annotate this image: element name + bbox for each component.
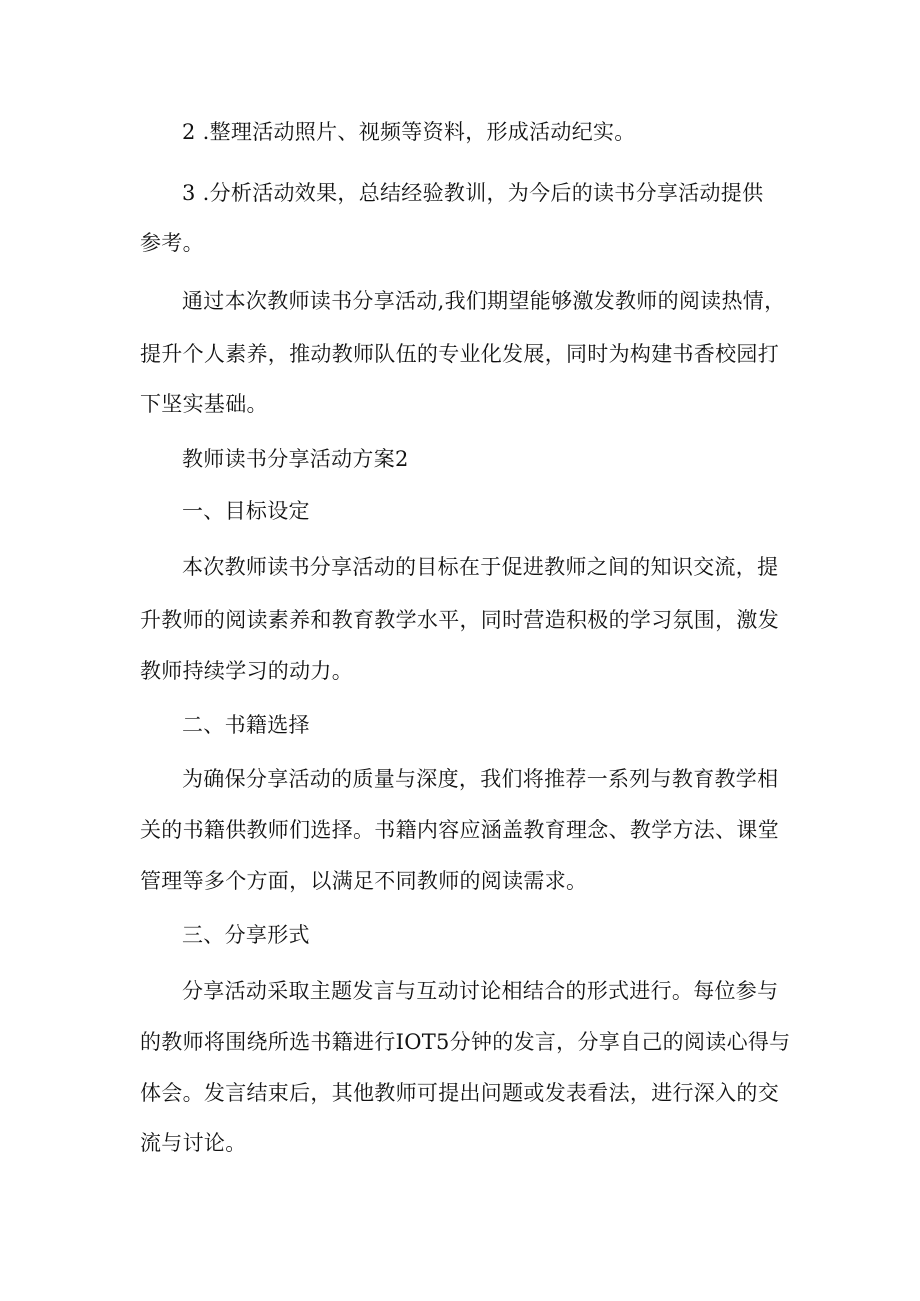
list-item-3: 3 .分析活动效果，总结经验教训，为今后的读书分享活动提供	[182, 181, 764, 205]
paragraph-line: 本次教师读书分享活动的目标在于促进教师之间的知识交流，提	[182, 555, 779, 579]
section-heading-2: 二、书籍选择	[182, 713, 310, 737]
paragraph-line: 体会。发言结束后，其他教师可提出问题或发表看法，进行深入的交	[140, 1081, 779, 1105]
section-heading-1: 一、目标设定	[182, 499, 310, 523]
paragraph-line: 下坚实基础。	[140, 392, 268, 416]
paragraph-line: 流与讨论。	[140, 1131, 247, 1155]
paragraph-line: 升教师的阅读素养和教育教学水平，同时营造积极的学习氛围，激发	[140, 608, 779, 632]
paragraph-line: 为确保分享活动的质量与深度，我们将推荐一系列与教育教学相	[182, 767, 779, 791]
paragraph-line: 参考。	[140, 231, 204, 255]
paragraph-line: 分享活动采取主题发言与互动讨论相结合的形式进行。每位参与	[182, 979, 779, 1003]
section-heading-3: 三、分享形式	[182, 923, 310, 947]
paragraph-line: 关的书籍供教师们选择。书籍内容应涵盖教育理念、教学方法、课堂	[140, 818, 779, 842]
paragraph-line: 教师持续学习的动力。	[140, 659, 353, 683]
section-title: 教师读书分享活动方案2	[182, 447, 409, 471]
paragraph-line: 管理等多个方面，以满足不同教师的阅读需求。	[140, 869, 588, 893]
paragraph-line: 通过本次教师读书分享活动,我们期望能够激发教师的阅读热情，	[182, 289, 786, 313]
paragraph-line: 提升个人素养，推动教师队伍的专业化发展，同时为构建书香校园打	[140, 342, 779, 366]
list-item-2: 2 .整理活动照片、视频等资料，形成活动纪实。	[182, 120, 636, 144]
paragraph-line: 的教师将围绕所选书籍进行IOT5分钟的发言，分享自己的阅读心得与	[140, 1030, 791, 1054]
